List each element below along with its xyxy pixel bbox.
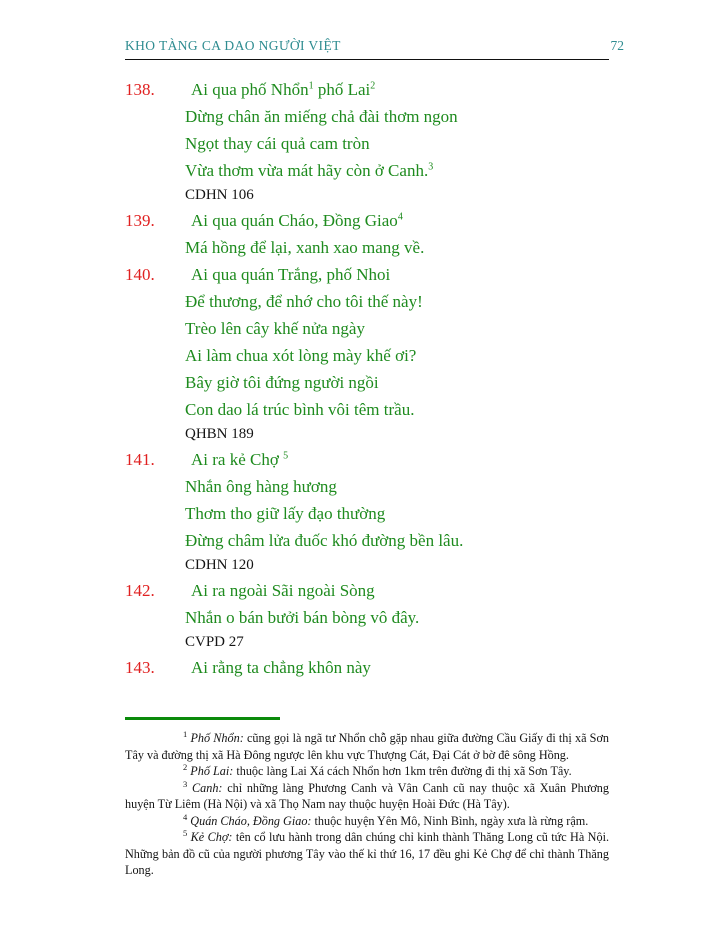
footnote-term: Kẻ Chợ: [190,830,233,844]
verse-line [125,654,609,681]
verse-entry [125,207,609,261]
verse-text: Nhắn ông hàng hương [185,477,337,496]
page-header [125,38,624,54]
verse-number: 138. [125,80,155,99]
verse-entry [125,446,609,577]
verse-entry [125,261,609,446]
footnote-term: Phố Lai: [190,764,234,778]
source-ref: CDHN 120 [185,557,254,573]
footnote [125,780,609,813]
verse-text: Ai qua phố Nhổn$^1$ phố Lai$^2$ [191,80,376,99]
verse-text: Ai rằng ta chẳng khôn này [191,658,371,677]
footnote [125,763,609,780]
page-number: 72 [610,38,624,53]
verse-line [125,396,609,423]
footnote-term: Canh: [192,780,223,795]
footnote-marker: 2 [183,761,188,772]
verse-line [125,103,609,130]
header-rule [125,59,609,60]
footnote-marker: 1 [183,728,188,739]
verse-text: Ai ra kẻ Chợ $^5$ [191,450,289,469]
verse-line [125,315,609,342]
verse-line [125,527,609,554]
verse-entry [125,76,609,207]
verse-line [125,577,609,604]
verse-number: 140. [125,265,155,284]
footnote-text: thuộc huyện Yên Mô, Ninh Bình, ngày xưa là rừng rậm. [311,813,589,828]
verse-text: Ai qua quán Trắng, phố Nhoi [191,265,391,284]
footnote [125,730,609,763]
verse-line [125,500,609,527]
verse-text: Vừa thơm vừa mát hãy còn ở Canh.$^3$ [185,161,434,180]
verse-entry [125,577,609,654]
footnote-text: cũng gọi là ngã tư Nhổn chỗ gặp nhau giữa đường Cầu Giấy đi thị xã Sơn Tây và đường thị xã Hà Đông ngược lên khu vực Thượng Cát, Đại Cát ở bờ đê sông Hồng. [125,731,609,762]
verse-number: 142. [125,581,155,600]
footnote-text: thuộc làng Lai Xá cách Nhổn hơn 1km trên đường đi thị xã Sơn Tây. [233,764,572,778]
verse-text: Ngọt thay cái quả cam tròn [185,134,370,153]
verse-text: Con dao lá trúc bình vôi têm trầu. [185,400,415,419]
verse-number: 143. [125,658,155,677]
verse-line [125,234,609,261]
verse-line [125,342,609,369]
footnote-marker: 4 [183,811,188,822]
running-title: KHO TÀNG CA DAO NGƯỜI VIỆT [125,38,341,53]
verse-line [125,157,609,184]
verse-line [125,288,609,315]
footnote-marker: 5 [183,827,188,838]
verse-text: Đừng châm lửa đuốc khó đường bền lâu. [185,531,464,550]
source-ref: CVPD 27 [185,634,244,650]
verse-line [125,207,609,234]
verse-text: Ai qua quán Cháo, Đồng Giao$^4$ [191,211,403,230]
verse-text: Trèo lên cây khế nửa ngày [185,319,365,338]
footnote-text: tên cổ lưu hành trong dân chúng chỉ kinh thành Thăng Long cũ tức Hà Nội. Những bản đồ cũ của người phương Tây vào thế kỉ thứ 16, 17 đều ghi Kẻ Chợ để chỉ thành Thăng Long. [125,830,610,877]
verse-line [125,369,609,396]
verse-line [125,130,609,157]
footnote [125,813,609,830]
verse-line [125,446,609,473]
verse-list [125,76,609,681]
footnote-term: Phố Nhổn: [190,731,244,745]
verse-text: Bây giờ tôi đứng người ngồi [185,373,379,392]
source-ref: CDHN 106 [185,187,254,203]
verse-text: Để thương, để nhớ cho tôi thế này! [185,292,423,311]
verse-number: 141. [125,450,155,469]
verse-text: Ai làm chua xót lòng mày khế ơi? [185,346,417,365]
verse-line [125,473,609,500]
verse-text: Nhắn o bán bưởi bán bòng vô đây. [185,608,420,627]
verse-text: Ai ra ngoài Sãi ngoài Sòng [191,581,375,600]
footnote-marker: 3 [183,778,188,789]
footnote [125,829,609,879]
verse-text: Dừng chân ăn miếng chả đài thơm ngon [185,107,458,126]
source-ref: QHBN 189 [185,426,254,442]
verse-line [125,261,609,288]
verse-text: Má hồng để lại, xanh xao mang về. [185,238,425,257]
footnotes-list [125,730,609,879]
footnote-separator [125,717,280,720]
verse-line [125,76,609,103]
verse-line [125,604,609,631]
verse-number: 139. [125,211,155,230]
verse-text: Thơm tho giữ lấy đạo thường [185,504,386,523]
footnote-text: chỉ những làng Phương Canh và Vân Canh cũ nay thuộc xã Xuân Phương huyện Từ Liêm (Hà Nội) và xã Thọ Nam nay thuộc huyện Hoài Đức (Hà Tây). [125,780,609,811]
verse-entry [125,654,609,681]
footnote-term: Quán Cháo, Đồng Giao: [190,813,312,828]
